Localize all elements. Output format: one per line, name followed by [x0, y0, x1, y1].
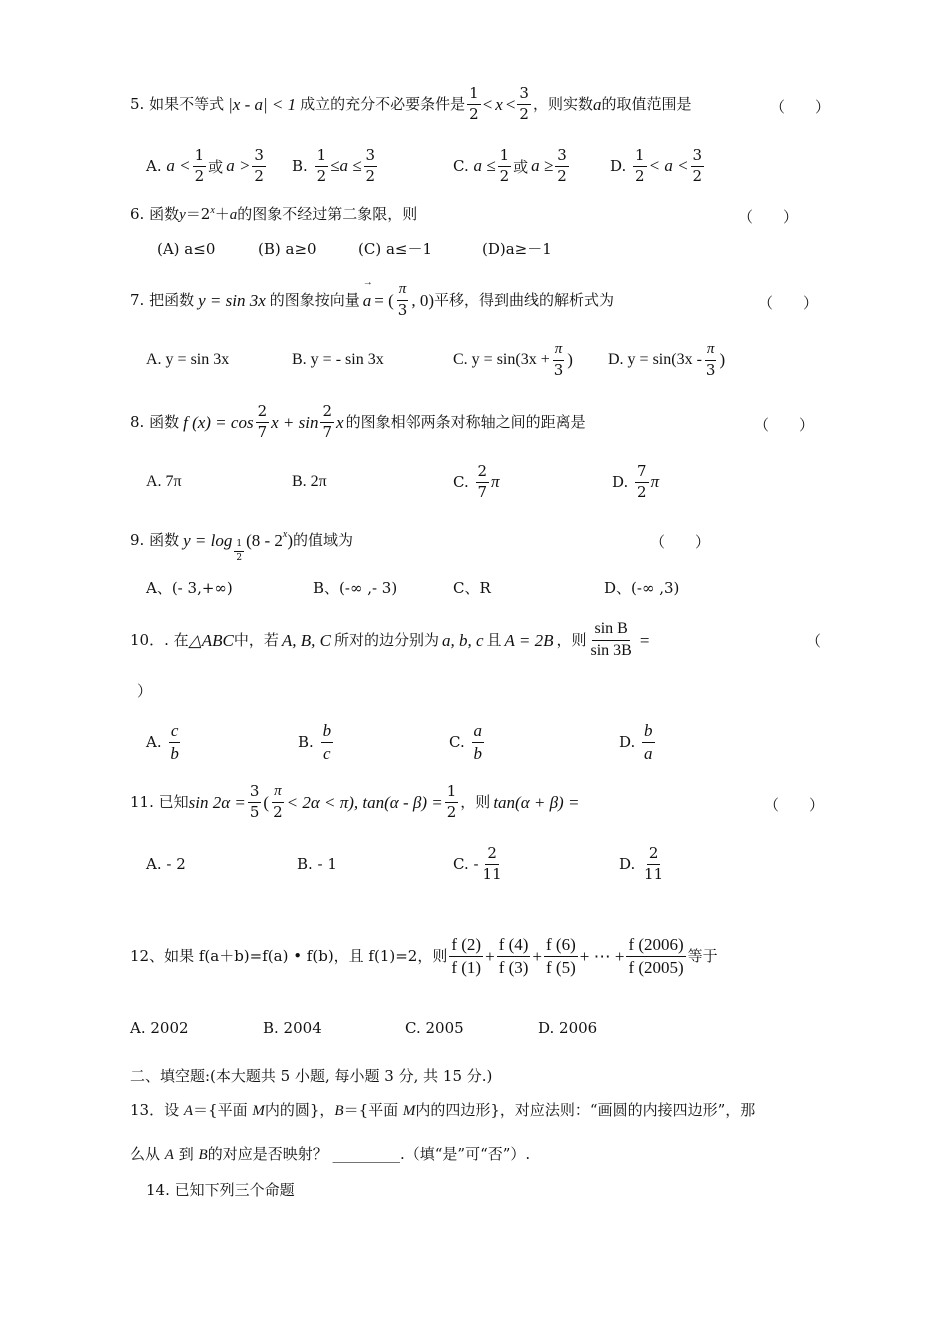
den: 2	[637, 482, 647, 501]
eq: = (	[374, 290, 394, 310]
var-x: x	[495, 94, 503, 114]
q5-text: 的取值范围是	[601, 94, 692, 113]
den: 7	[477, 482, 488, 501]
den: 3	[397, 300, 408, 319]
or: 或	[513, 157, 529, 176]
num: f (2006)	[626, 935, 685, 957]
num: c	[169, 721, 181, 743]
q9-text: 的值域为	[293, 530, 354, 549]
q13-line1	[130, 1103, 755, 1119]
opt-label: B.	[298, 733, 314, 751]
vector-a: → a	[363, 292, 372, 309]
option-d	[612, 452, 659, 512]
lt: <	[482, 94, 493, 114]
function: y = log	[183, 530, 233, 550]
exp-x: x	[282, 529, 288, 540]
q7-text: 7. 把函数	[130, 290, 195, 309]
answer-paren-open: （	[806, 632, 822, 650]
answer-paren-close: ）	[137, 682, 153, 700]
plus: ＋	[214, 205, 230, 223]
opt-label: C.	[453, 473, 469, 491]
opt-label: D.	[612, 473, 629, 491]
q8-text: 的图象相邻两条对称轴之间的距离是	[345, 412, 586, 431]
num: 2	[485, 845, 499, 864]
q5-text: 5. 如果不等式	[130, 94, 225, 113]
num: π	[705, 341, 717, 360]
den: c	[323, 743, 331, 763]
option-d: (D)a≥－1	[482, 240, 552, 258]
zero: , 0)	[411, 290, 434, 310]
den: 2	[254, 166, 264, 185]
expr: ≤a ≤	[330, 156, 362, 175]
expr: x + sin	[271, 412, 319, 432]
set-b: B	[198, 1147, 208, 1163]
q5-inequality: |x - a| < 1	[228, 94, 297, 114]
num: f (4)	[497, 935, 531, 957]
pi: π	[650, 472, 660, 491]
num: 1	[315, 147, 329, 166]
option-a	[146, 712, 183, 772]
q7-text: 的图象按向量	[269, 290, 360, 309]
angles: A, B, C	[281, 630, 331, 650]
option-a: A. - 2	[146, 855, 186, 873]
q6-stem	[130, 206, 417, 223]
num: sin B	[592, 620, 629, 640]
var-y: y	[179, 207, 186, 223]
answer-paren: （ ）	[754, 416, 815, 434]
q7-text: 平移，得到曲线的解析式为	[433, 290, 614, 309]
plane-m: M	[402, 1103, 416, 1119]
q9-options	[0, 578, 950, 602]
close: )	[287, 530, 294, 550]
sides: a, b, c	[441, 630, 484, 650]
option-c	[453, 330, 573, 390]
set-b: B	[334, 1103, 344, 1119]
den: 2	[446, 802, 457, 821]
q10-options	[0, 712, 950, 772]
num: 1	[498, 147, 512, 166]
expr: tan(α + β) =	[493, 792, 580, 812]
den: f (5)	[546, 957, 576, 977]
text: 到	[178, 1145, 199, 1163]
text: ＝{平面	[343, 1101, 403, 1119]
q10-paren-line	[0, 682, 950, 702]
q12-options	[0, 1018, 950, 1042]
expr: sin 2α =	[188, 792, 246, 812]
num: 1	[467, 85, 481, 104]
opt-label: C.	[453, 157, 469, 175]
num: b	[642, 721, 655, 743]
den: 2	[469, 104, 479, 123]
q13-line-2	[0, 1144, 950, 1168]
q10-text: 中，若	[233, 630, 279, 649]
option-d	[619, 834, 667, 894]
option-b: B. - 1	[297, 855, 337, 873]
num: π	[272, 783, 284, 802]
expr: x	[336, 412, 344, 432]
den: f (2005)	[628, 957, 684, 977]
expr: < 2α < π), tan(α - β) =	[286, 792, 443, 812]
q9-text: 9. 函数	[130, 530, 180, 549]
q10-text: 且	[486, 630, 502, 649]
q11-text: ，则	[460, 792, 491, 811]
q6-text: 的图象不经过第二象限，则	[237, 205, 418, 223]
q14-stem: 14. 已知下列三个命题	[146, 1181, 295, 1199]
q8-text: 8. 函数	[130, 412, 180, 431]
option-c	[449, 712, 486, 772]
option-b: B、(-∞ ,- 3)	[313, 579, 398, 597]
opt-label: D.	[610, 157, 627, 175]
question-8	[0, 392, 950, 452]
option-b: B. 2π	[292, 473, 327, 490]
q11-text: 11. 已知	[130, 792, 189, 811]
q9-stem	[130, 520, 354, 563]
den: 2	[273, 802, 283, 821]
option-c: (C) a≤－1	[358, 240, 433, 258]
num: 1	[633, 147, 647, 166]
text: 的对应是否映射？	[207, 1145, 328, 1163]
q5-text: ，则实数	[532, 94, 593, 113]
q8-options	[0, 452, 950, 512]
q11-stem	[130, 772, 579, 832]
close: )	[719, 350, 726, 369]
num: 7	[635, 463, 649, 482]
num: 3	[248, 783, 262, 802]
text: 内的四边形}，对应法则：“画圆的内接四边形”，那	[415, 1101, 756, 1119]
num: 1	[234, 539, 244, 551]
num: f (6)	[544, 935, 578, 957]
set-a: A	[164, 1147, 174, 1163]
den: a	[644, 743, 653, 763]
section-title: 二、填空题:(本大题共 5 小题, 每小题 3 分, 共 15 分.)	[130, 1067, 493, 1085]
den: 7	[257, 422, 268, 441]
num: π	[553, 341, 565, 360]
q5-stem	[130, 74, 692, 134]
num: 2	[320, 403, 334, 422]
den: 2	[365, 166, 376, 185]
condition: A = 2B	[504, 630, 554, 650]
opt-label: C.	[449, 733, 465, 751]
option-b	[298, 712, 335, 772]
text: ＝{平面	[193, 1101, 253, 1119]
opt-label: A.	[146, 733, 162, 751]
num: 3	[555, 147, 569, 166]
den: f (1)	[451, 957, 482, 977]
q13-line2	[130, 1147, 530, 1163]
den: 2	[194, 166, 205, 185]
answer-paren: （ ）	[764, 796, 825, 814]
text: .（填“是”可“否”）.	[399, 1145, 531, 1163]
den: 11	[482, 864, 502, 883]
question-6	[0, 204, 950, 228]
exp-x: x	[210, 205, 215, 216]
den: 11	[644, 864, 664, 883]
option-d: D、(-∞ ,3)	[604, 579, 680, 597]
opt-label: D.	[619, 733, 636, 751]
q6-options	[0, 240, 950, 264]
q10-stem	[130, 610, 649, 670]
q12-text: 等于	[687, 946, 718, 965]
option-d: D. 2006	[538, 1019, 598, 1037]
question-5	[0, 74, 950, 134]
expr: < a <	[648, 156, 689, 175]
den: 7	[322, 422, 333, 441]
den: 2	[519, 104, 529, 123]
num: π	[397, 281, 409, 300]
q7-options	[0, 330, 950, 390]
paren: (	[263, 792, 270, 812]
fraction	[467, 85, 481, 123]
q12-text: 12、如果 f(a＋b)=f(a) • f(b)，且 f(1)=2，则	[130, 946, 448, 965]
answer-paren: （ ）	[758, 294, 819, 312]
den: 5	[249, 802, 260, 821]
q10-text: 10．. 在	[130, 630, 189, 649]
option-c: C、R	[453, 579, 491, 597]
den: f (3)	[498, 957, 529, 977]
answer-paren: （ ）	[770, 98, 831, 116]
plus: +	[532, 946, 543, 966]
num: 2	[647, 845, 661, 864]
q6-eq: ＝2	[185, 205, 211, 223]
expr: a ≥	[531, 156, 554, 175]
option-c	[453, 136, 571, 196]
question-11	[0, 772, 950, 832]
num: b	[321, 721, 334, 743]
option-a: A、(- 3,+∞)	[146, 579, 233, 597]
plus: +	[485, 946, 495, 966]
dots: + ⋯ +	[579, 946, 625, 966]
option-b: (B) a≥0	[258, 240, 317, 258]
num: 2	[476, 463, 490, 482]
q11-options	[0, 834, 950, 894]
question-14	[0, 1180, 950, 1204]
question-12	[0, 926, 950, 986]
opt-label: C. -	[453, 855, 479, 873]
option-d	[610, 136, 706, 196]
arg: (8 - 2	[246, 530, 283, 550]
option-d	[619, 712, 657, 772]
text: 么从	[130, 1145, 165, 1163]
answer-paren: （ ）	[738, 208, 799, 226]
expr: a >	[226, 156, 251, 175]
q10-text: ，则	[556, 630, 587, 649]
den: sin 3B	[590, 641, 632, 659]
eq: =	[639, 630, 650, 650]
fraction	[517, 85, 531, 123]
option-c	[453, 452, 500, 512]
opt-label: D.	[619, 855, 636, 873]
den: 2	[557, 166, 567, 185]
num: 3	[691, 147, 705, 166]
var-a: a	[592, 94, 602, 114]
option-a: A. 2002	[130, 1019, 189, 1037]
q10-text: 所对的边分别为	[333, 630, 439, 649]
question-9	[0, 520, 950, 564]
q5-options	[0, 136, 950, 196]
var-a: a	[229, 207, 238, 223]
question-10	[0, 610, 950, 670]
section-2-heading	[0, 1066, 950, 1090]
question-13	[0, 1100, 950, 1124]
num: a	[472, 721, 485, 743]
num: f (2)	[449, 935, 483, 957]
option-d	[608, 330, 725, 390]
den: 2	[236, 552, 243, 563]
den: 3	[553, 360, 564, 379]
option-a: A. y = sin 3x	[146, 351, 230, 368]
pi: π	[491, 472, 500, 491]
option-b: B. 2004	[263, 1019, 322, 1037]
answer-paren: （ ）	[650, 533, 711, 551]
option-a	[146, 136, 268, 196]
answer-blank[interactable]: _________	[332, 1145, 400, 1163]
q6-text: 6. 函数	[130, 205, 180, 223]
q8-stem	[130, 392, 586, 452]
function: y = sin 3x	[198, 290, 266, 310]
expr: D. y = sin(3x -	[608, 351, 702, 368]
num: 1	[193, 147, 207, 166]
or: 或	[208, 157, 224, 176]
option-c: C. 2005	[405, 1019, 464, 1037]
option-b	[292, 136, 379, 196]
option-a: (A) a≤0	[157, 240, 216, 258]
num: 3	[517, 85, 531, 104]
den: 3	[705, 360, 716, 379]
option-a: A. 7π	[146, 473, 182, 490]
q12-stem	[130, 926, 718, 986]
den: 2	[692, 166, 703, 185]
text: 13．设	[130, 1101, 184, 1119]
opt-label: B.	[292, 157, 308, 175]
q5-text: 成立的充分不必要条件是	[300, 94, 466, 113]
option-b: B. y = - sin 3x	[292, 351, 384, 368]
opt-label: A.	[146, 157, 162, 175]
num: 3	[364, 147, 378, 166]
num: 1	[445, 783, 459, 802]
text: 内的圆}，	[264, 1101, 335, 1119]
triangle: △ABC	[188, 630, 234, 650]
q7-stem	[130, 270, 614, 330]
den: b	[170, 743, 179, 763]
num: 3	[252, 147, 266, 166]
num: 2	[256, 403, 270, 422]
question-7	[0, 270, 950, 330]
expr: a <	[166, 156, 191, 175]
function: f (x) = cos	[183, 412, 254, 432]
den: 2	[499, 166, 510, 185]
expr: C. y = sin(3x +	[453, 351, 550, 368]
lt: <	[505, 94, 516, 114]
close: )	[567, 350, 573, 369]
option-c	[453, 834, 506, 894]
expr: a ≤	[473, 156, 496, 175]
plane-m: M	[252, 1103, 265, 1119]
den: b	[473, 743, 482, 763]
den: 2	[635, 166, 645, 185]
den: 2	[316, 166, 327, 185]
set-a: A	[183, 1103, 194, 1119]
